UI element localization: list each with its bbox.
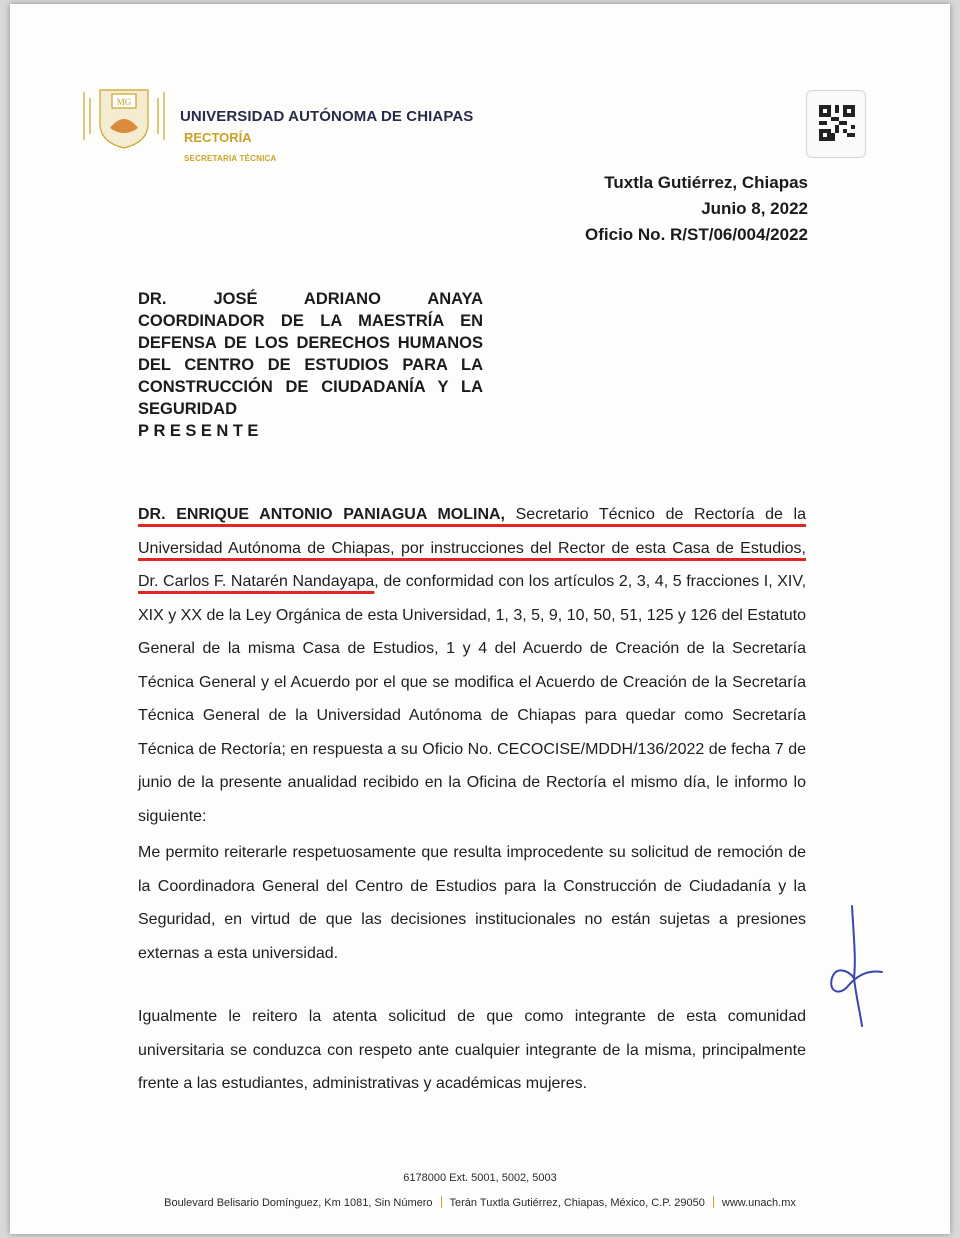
qr-code-card [806, 90, 866, 158]
addressee-line: COORDINADOR DE LA MAESTRÍA EN [138, 312, 483, 330]
sender-name: DR. ENRIQUE ANTONIO PANIAGUA MOLINA, [138, 506, 505, 523]
handwritten-initial-signature [818, 900, 888, 1030]
letter-page [10, 4, 950, 1234]
office-name: RECTORÍA [184, 130, 252, 145]
svg-text:MG: MG [116, 97, 132, 107]
footer-city: Terán Tuxtla Gutiérrez, Chiapas, México, C.P. 29050 [449, 1197, 705, 1209]
body-paragraph-3: Igualmente le reitero la atenta solicitud de que como integrante de esta comunidad universitaria se conduzca con respeto ante cualquier integrante de la misma, principalmente frente a las estudiantes, administrativas y académicas mujeres. [138, 1008, 806, 1092]
addressee-line: DR. JOSÉ ADRIANO ANAYA [138, 290, 483, 308]
footer-phone: 6178000 Ext. 5001, 5002, 5003 [403, 1172, 557, 1184]
underlined-text: Secretario Técnico de Rectoría de la Universidad Autónoma de Chiapas, por instrucciones del Rector de esta Casa de Estudios, Dr. Carlos F. Natarén Nandayapa [138, 506, 806, 590]
footer-address-line [10, 1196, 950, 1209]
qr-code-icon [819, 105, 855, 141]
footer-separator [713, 1196, 714, 1208]
footer-separator [441, 1196, 442, 1208]
svg-text:· · · · · ·: · · · · · · [115, 149, 133, 154]
letter-meta [585, 170, 808, 248]
footer-address: Boulevard Belisario Domínguez, Km 1081, Sin Número [164, 1197, 433, 1209]
footer-website: www.unach.mx [721, 1197, 796, 1209]
addressee-line: DEL CENTRO DE ESTUDIOS PARA LA [138, 356, 483, 374]
addressee-line: CONSTRUCCIÓN DE CIUDADANÍA Y LA [138, 378, 483, 396]
body-paragraph-1 [138, 498, 806, 833]
university-name: UNIVERSIDAD AUTÓNOMA DE CHIAPAS [180, 108, 474, 125]
date: Junio 8, 2022 [701, 199, 808, 218]
university-crest-logo [78, 84, 170, 154]
addressee-line: DEFENSA DE LOS DERECHOS HUMANOS [138, 334, 483, 352]
addressee-line: SEGURIDAD [138, 400, 238, 418]
paragraph-text: , de conformidad con los artículos 2, 3, 4, 5 fracciones I, XIV, XIX y XX de la Ley Orgánica de esta Universidad, 1, 3, 5, 9, 10, 50, 51, 125 y 126 del Estatuto General de la misma Casa de Estudios, 1 y 4 del Acuerdo de Creación de la Secretaría Técnica General y el Acuerdo por el que se modifica el Acuerdo de Creación de la Secretaría Técnica General de la Universidad Autónoma de Chiapas para quedar como Secretaría Técnica de Rectoría; en respuesta a su Oficio No. CECOCISE/MDDH/136/2022 de fecha 7 de junio de la presente anualidad recibido en la Oficina de Rectoría el mismo día, le informo lo siguiente: [138, 573, 807, 825]
body-paragraph-2: Me permito reiterarle respetuosamente que resulta improcedente su solicitud de remoción de la Coordinadora General del Centro de Estudios para la Construcción de Ciudadanía y la Seguridad, en virtud de que las decisiones institucionales no están sujetas a presiones externas a esta universidad. [138, 844, 806, 962]
presente-salutation: PRESENTE [138, 422, 263, 440]
reference-number: Oficio No. R/ST/06/004/2022 [585, 225, 808, 244]
place: Tuxtla Gutiérrez, Chiapas [604, 173, 808, 192]
addressee-block [138, 288, 483, 442]
department-name: SECRETARIA TÉCNICA [184, 154, 277, 163]
